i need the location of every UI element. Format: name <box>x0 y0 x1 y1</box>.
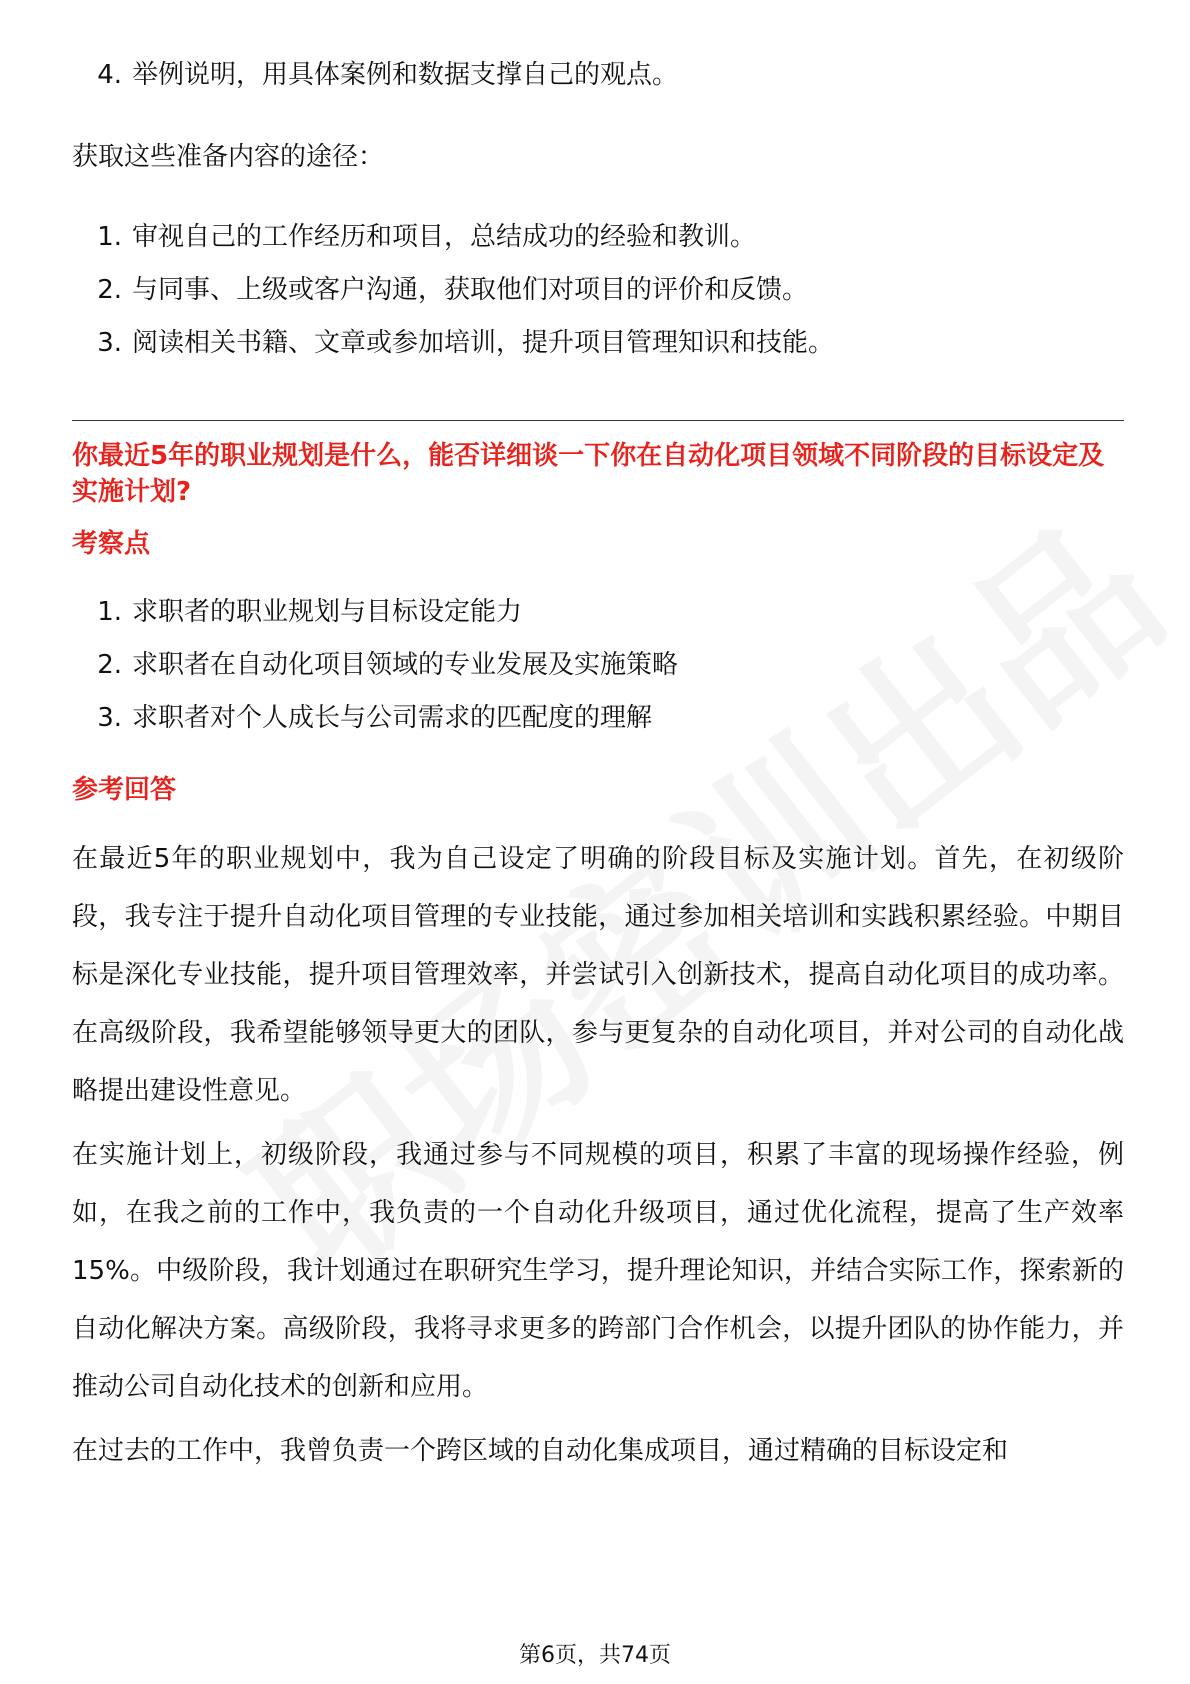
examine-list <box>72 593 1124 737</box>
ways-section <box>72 138 1124 176</box>
list-text: 阅读相关书籍、文章或参加培训，提升项目管理知识和技能。 <box>132 328 835 358</box>
answer-paragraph: 在过去的工作中，我曾负责一个跨区域的自动化集成项目，通过精确的目标设定和 <box>72 1436 1009 1466</box>
list-text: 审视自己的工作经历和项目，总结成功的经验和教训。 <box>132 222 757 252</box>
list-number: 3. <box>97 328 122 358</box>
list-text: 求职者在自动化项目领域的专业发展及实施策略 <box>132 650 679 680</box>
list-item <box>72 593 1124 631</box>
list-number: 3. <box>97 703 122 733</box>
examine-heading: 考察点 <box>72 529 151 559</box>
list-item <box>72 699 1124 737</box>
answer-heading: 参考回答 <box>72 775 177 805</box>
answer-paragraph-1 <box>72 830 1124 1120</box>
question-section <box>72 438 1124 510</box>
list-text: 与同事、上级或客户沟通，获取他们对项目的评价和反馈。 <box>132 275 809 305</box>
list-number: 2. <box>97 650 122 680</box>
list-text: 求职者对个人成长与公司需求的匹配度的理解 <box>132 703 653 733</box>
answer-paragraph-2 <box>72 1126 1124 1416</box>
examine-section <box>72 526 1124 562</box>
top-list-section <box>72 56 1124 94</box>
list-item <box>72 56 1124 94</box>
list-item <box>72 324 1124 362</box>
page-footer: 第6页，共74页 <box>519 1643 671 1668</box>
list-text: 举例说明，用具体案例和数据支撑自己的观点。 <box>132 60 679 90</box>
answer-paragraph: 在最近5年的职业规划中，我为自己设定了明确的阶段目标及实施计划。首先，在初级阶段，我专注于提升自动化项目管理的专业技能，通过参加相关培训和实践积累经验。中期目标是深化专业技能，提升项目管理效率，并尝试引入创新技术，提高自动化项目的成功率。在高级阶段，我希望能够领导更大的团队，参与更复杂的自动化项目，并对公司的自动化战略提出建设性意见。 <box>72 844 1124 1106</box>
list-number: 1. <box>97 222 122 252</box>
list-number: 2. <box>97 275 122 305</box>
top-list <box>72 56 1124 94</box>
section-divider <box>72 420 1124 421</box>
list-text: 求职者的职业规划与目标设定能力 <box>132 597 523 627</box>
list-number: 4. <box>97 60 122 90</box>
ways-list-section <box>72 218 1124 362</box>
list-item <box>72 218 1124 256</box>
list-item <box>72 271 1124 309</box>
answer-paragraph: 在实施计划上，初级阶段，我通过参与不同规模的项目，积累了丰富的现场操作经验，例如，在我之前的工作中，我负责的一个自动化升级项目，通过优化流程，提高了生产效率15%。中级阶段，我计划通过在职研究生学习，提升理论知识，并结合实际工作，探索新的自动化解决方案。高级阶段，我将寻求更多的跨部门合作机会，以提升团队的协作能力，并推动公司自动化技术的创新和应用。 <box>72 1140 1124 1402</box>
list-item <box>72 646 1124 684</box>
ways-list <box>72 218 1124 362</box>
question-title: 你最近5年的职业规划是什么，能否详细谈一下你在自动化项目领域不同阶段的目标设定及实施计划? <box>72 441 1105 507</box>
ways-heading: 获取这些准备内容的途径： <box>72 142 385 172</box>
answer-paragraph-3 <box>72 1422 1124 1480</box>
list-number: 1. <box>97 597 122 627</box>
examine-list-section <box>72 593 1124 737</box>
answer-section <box>72 772 1124 808</box>
